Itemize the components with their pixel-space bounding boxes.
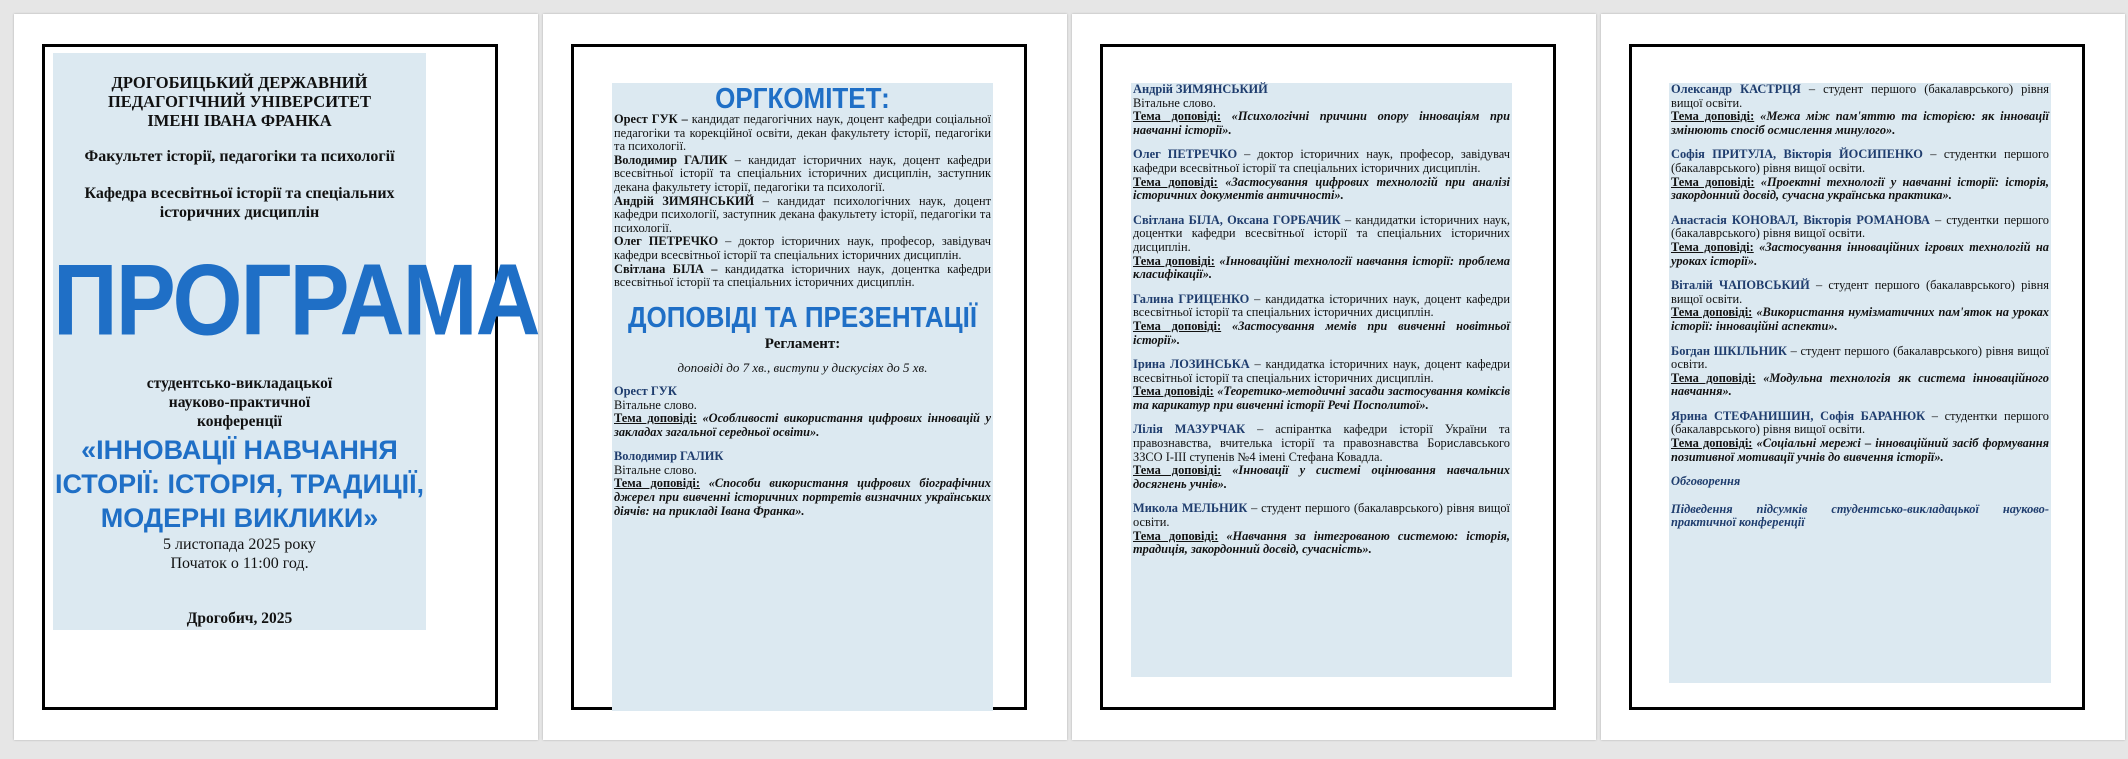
member-text: кандидат педагогічних наук, доцент кафедри соціальної педагогіки та корекційної освіти, декан факультету історії, педагогіки та психології. bbox=[614, 112, 991, 154]
topic-text: «Проектні технології у навчанні історії: історія, закордонний досвід, сучасна українська практика». bbox=[1671, 174, 2049, 203]
topic-label: Тема доповіді: bbox=[1671, 109, 1755, 124]
member-text: – кандидат історичних наук, доцент кафедри всесвітньої історії та спеціальних історичних дисциплін, заступник декана факультету історії, педагогіки та психології. bbox=[614, 152, 991, 194]
talk-entry bbox=[1671, 214, 2049, 268]
discussion-item: Обговорення bbox=[1671, 474, 1741, 489]
speaker-role: Вітальне слово. bbox=[1133, 95, 1216, 110]
speaker-name: Віталій ЧАПОВСЬКИЙ bbox=[1671, 278, 1810, 293]
member-text: кандидатка історичних наук, доцентка кафедри всесвітньої історії та спеціальних історичних дисциплін. bbox=[614, 261, 991, 290]
talks-panel bbox=[1131, 83, 1512, 677]
speaker-name: Андрій ЗИМЯНСЬКИЙ bbox=[1133, 82, 1268, 96]
speaker-name: Ірина ЛОЗИНСЬКА bbox=[1133, 357, 1250, 372]
topic-label: Тема доповіді: bbox=[614, 411, 697, 426]
conference-name-line: МОДЕРНІ ВИКЛИКИ» bbox=[100, 503, 379, 533]
talks-panel bbox=[1669, 83, 2051, 683]
member-name: Володимир ГАЛИК bbox=[614, 152, 728, 167]
speaker-role: – аспірантка кафедри історії України та правознавства, вчителька історії та правознавства Бориславського ЗЗСО І-ІІІ ступенів №4 імені Стефана Ковадла. bbox=[1133, 422, 1511, 464]
university-line: ІМЕНІ ІВАНА ФРАНКА bbox=[147, 111, 332, 130]
topic-text: «Застосування інноваційних ігрових технологій на уроках історії». bbox=[1671, 239, 2049, 268]
topic-label: Тема доповіді: bbox=[1133, 174, 1218, 189]
topic-label: Тема доповіді: bbox=[1671, 305, 1753, 320]
talk-entry bbox=[1133, 358, 1510, 412]
talk-entry bbox=[1133, 148, 1510, 202]
topic-text: «Межа між пам'яттю та історією: як інновації змінюють спосіб осмислення минулого». bbox=[1671, 109, 2049, 137]
conference-type-line: конференції bbox=[197, 413, 282, 430]
talk-entry bbox=[1671, 279, 2049, 333]
speaker-role: – студент першого (бакалаврського) рівня вищої освіти. bbox=[1671, 278, 2049, 306]
member-name: Андрій ЗИМЯНСЬКИЙ bbox=[614, 193, 755, 208]
topic-label: Тема доповіді: bbox=[614, 476, 700, 491]
committee-member bbox=[614, 263, 991, 290]
faculty-name: Факультет історії, педагогіки та психології bbox=[84, 148, 395, 165]
topic-label: Тема доповіді: bbox=[1133, 318, 1222, 333]
member-name: Орест ГУК – bbox=[614, 112, 688, 126]
speaker-name: Богдан ШКІЛЬНИК bbox=[1671, 343, 1787, 358]
speaker-role: Вітальне слово. bbox=[614, 397, 697, 412]
topic-text: «Теоретико-методичні засади застосування коміксів та карикатур при вивченні історії Речі Посполитої». bbox=[1133, 384, 1510, 412]
speaker-name: Олег ПЕТРЕЧКО bbox=[1133, 147, 1238, 162]
topic-text: «Соціальні мережі – інноваційний засіб формування позитивної мотивації учнів до вивчення історії». bbox=[1671, 436, 2049, 464]
page-4 bbox=[1601, 14, 2125, 740]
conference-name-line: «ІННОВАЦІЇ НАВЧАННЯ bbox=[81, 435, 398, 465]
speaker-role: – студентки першого (бакалаврського) рівня вищої освіти. bbox=[1671, 147, 2049, 175]
page-3 bbox=[1072, 14, 1596, 740]
member-name: Світлана БІЛА – bbox=[614, 261, 718, 276]
topic-text: «Інновації у системі оцінювання навчальних досягнень учнів». bbox=[1133, 463, 1510, 491]
speaker-role: – кандидатка історичних наук, доцент кафедри всесвітньої історії та спеціальних історичних дисциплін. bbox=[1133, 291, 1510, 320]
topic-label: Тема доповіді: bbox=[1671, 174, 1755, 189]
department-line: Кафедра всесвітньої історії та спеціальних bbox=[84, 185, 395, 202]
reglament-heading: Регламент: bbox=[764, 335, 841, 352]
program-title: ПРОГРАМА bbox=[53, 245, 539, 357]
topic-label: Тема доповіді: bbox=[1671, 436, 1753, 451]
topic-text: «Використання нумізматичних пам'яток на уроках історії: інноваційні аспекти». bbox=[1671, 305, 2049, 333]
talk-entry bbox=[614, 450, 991, 518]
topic-label: Тема доповіді: bbox=[1671, 370, 1756, 385]
talk-entry bbox=[1671, 410, 2049, 464]
talk-entry bbox=[1133, 293, 1510, 347]
conference-type-line: студентсько-викладацької bbox=[146, 375, 333, 392]
speaker-name: Микола МЕЛЬНИК bbox=[1133, 501, 1248, 516]
talks-title: ДОПОВІДІ ТА ПРЕЗЕНТАЦІЇ bbox=[627, 300, 978, 334]
start-time: Початок о 11:00 год. bbox=[170, 555, 309, 572]
page-2 bbox=[543, 14, 1067, 740]
topic-text: «Психологічні причини опору інноваціям при навчанні історії». bbox=[1133, 109, 1511, 137]
conference-name bbox=[53, 433, 426, 535]
committee-list bbox=[614, 113, 991, 290]
topic-label: Тема доповіді: bbox=[1133, 109, 1221, 124]
topic-text: «Модульна технологія як система інноваційного навчання». bbox=[1671, 370, 2049, 399]
speaker-name: Галина ГРИЦЕНКО bbox=[1133, 291, 1250, 306]
topic-text: «Способи використання цифрових біографічних джерел при вивченні історичних портретів визначних українських діячів: на прикладі Івана Франка». bbox=[614, 476, 991, 518]
speaker-name: Олександр КАСТРЦЯ bbox=[1671, 82, 1801, 96]
committee-member bbox=[614, 195, 991, 236]
university-name bbox=[53, 73, 426, 130]
conference-date: 5 листопада 2025 року bbox=[163, 536, 316, 553]
speaker-role: – доктор історичних наук, професор, завідувач кафедри всесвітньої історії та спеціальних історичних дисциплін. bbox=[1133, 147, 1510, 175]
topic-label: Тема доповіді: bbox=[1133, 384, 1214, 399]
committee-member bbox=[614, 235, 991, 262]
speaker-name: Ярина СТЕФАНИШИН, Софія БАРАНЮК bbox=[1671, 408, 1926, 423]
university-line: ПЕДАГОГІЧНИЙ УНІВЕРСИТЕТ bbox=[107, 92, 372, 111]
member-text: – кандидат психологічних наук, доцент кафедри психології, заступник декана факультету історії, педагогіки та психології. bbox=[614, 193, 991, 235]
summary-item: Підведення підсумків студентсько-викладацької науково-практичної конференції bbox=[1671, 501, 2049, 530]
committee-panel bbox=[612, 83, 993, 711]
speaker-name: Софія ПРИТУЛА, Вікторія ЙОСИПЕНКО bbox=[1671, 147, 1923, 162]
university-line: ДРОГОБИЦЬКИЙ ДЕРЖАВНИЙ bbox=[111, 73, 368, 92]
speaker-name: Орест ГУК bbox=[614, 383, 677, 398]
speaker-role: – кандидатка історичних наук, доцент кафедри всесвітньої історії та спеціальних історичних дисциплін. bbox=[1133, 357, 1510, 385]
topic-label: Тема доповіді: bbox=[1133, 463, 1222, 478]
topic-text: «Інноваційні технології навчання історії: проблема класифікації». bbox=[1133, 253, 1511, 282]
member-text: – доктор історичних наук, професор, завідувач кафедри всесвітньої історії та спеціальних історичних дисциплін. bbox=[614, 234, 991, 262]
speaker-role: – студент першого (бакалаврського) рівня вищої освіти. bbox=[1133, 501, 1510, 530]
talk-entry bbox=[1133, 83, 1510, 137]
conference-name-line: ІСТОРІЇ: ІСТОРІЯ, ТРАДИЦІЇ, bbox=[54, 469, 425, 499]
topic-label: Тема доповіді: bbox=[1133, 528, 1219, 543]
talk-entry bbox=[1671, 345, 2049, 399]
topic-text: «Особливості використання цифрових інновацій у закладах загальної середньої освіти». bbox=[614, 411, 991, 439]
committee-member bbox=[614, 113, 991, 154]
speaker-role: – студент першого (бакалаврського) рівня вищої освіти. bbox=[1671, 343, 2049, 372]
speaker-role: – студент першого (бакалаврського) рівня вищої освіти. bbox=[1671, 82, 2050, 110]
topic-text: «Навчання за інтегрованою системою: історія, традиція, закордонний досвід, сучасність». bbox=[1133, 528, 1510, 557]
talk-entry bbox=[1133, 214, 1510, 282]
talk-entry bbox=[1671, 148, 2049, 202]
topic-label: Тема доповіді: bbox=[1133, 253, 1215, 268]
speaker-name: Анастасія КОНОВАЛ, Вікторія РОМАНОВА bbox=[1671, 212, 1930, 227]
speaker-name: Володимир ГАЛИК bbox=[614, 449, 724, 464]
speaker-name: Світлана БІЛА, Оксана ГОРБАЧИК bbox=[1133, 212, 1341, 227]
member-name: Олег ПЕТРЕЧКО bbox=[614, 234, 719, 249]
department-name bbox=[53, 184, 426, 222]
talk-entry bbox=[1133, 423, 1510, 491]
talk-entry bbox=[1671, 83, 2049, 137]
speaker-role: – кандидатки історичних наук, доцентки кафедри всесвітньої історії та спеціальних історичних дисциплін. bbox=[1133, 212, 1511, 254]
department-line: історичних дисциплін bbox=[159, 204, 320, 221]
talk-entry bbox=[614, 385, 991, 439]
speaker-name: Лілія МАЗУРЧАК bbox=[1133, 422, 1246, 437]
speaker-role: – студентки першого (бакалаврського) рівня вищої освіти. bbox=[1671, 212, 2049, 241]
speaker-role: – студентки першого (бакалаврського) рівня вищої освіти. bbox=[1671, 408, 2049, 437]
topic-label: Тема доповіді: bbox=[1671, 239, 1754, 254]
reglament-note: доповіді до 7 хв., виступи у дискусіях до 5 хв. bbox=[677, 360, 928, 376]
topic-text: «Застосування мемів при вивченні новітньої історії». bbox=[1133, 318, 1511, 347]
title-panel bbox=[53, 53, 539, 630]
topic-text: «Застосування цифрових технологій при аналізі історичних документів античності». bbox=[1133, 174, 1510, 203]
committee-title: ОРГКОМІТЕТ: bbox=[715, 81, 890, 115]
committee-member bbox=[614, 154, 991, 195]
conference-type bbox=[53, 374, 426, 431]
speaker-role: Вітальне слово. bbox=[614, 462, 697, 477]
conference-type-line: науково-практичної bbox=[168, 394, 311, 411]
city-year: Дрогобич, 2025 bbox=[186, 610, 293, 627]
talk-entry bbox=[1133, 502, 1510, 556]
page-1 bbox=[14, 14, 538, 740]
